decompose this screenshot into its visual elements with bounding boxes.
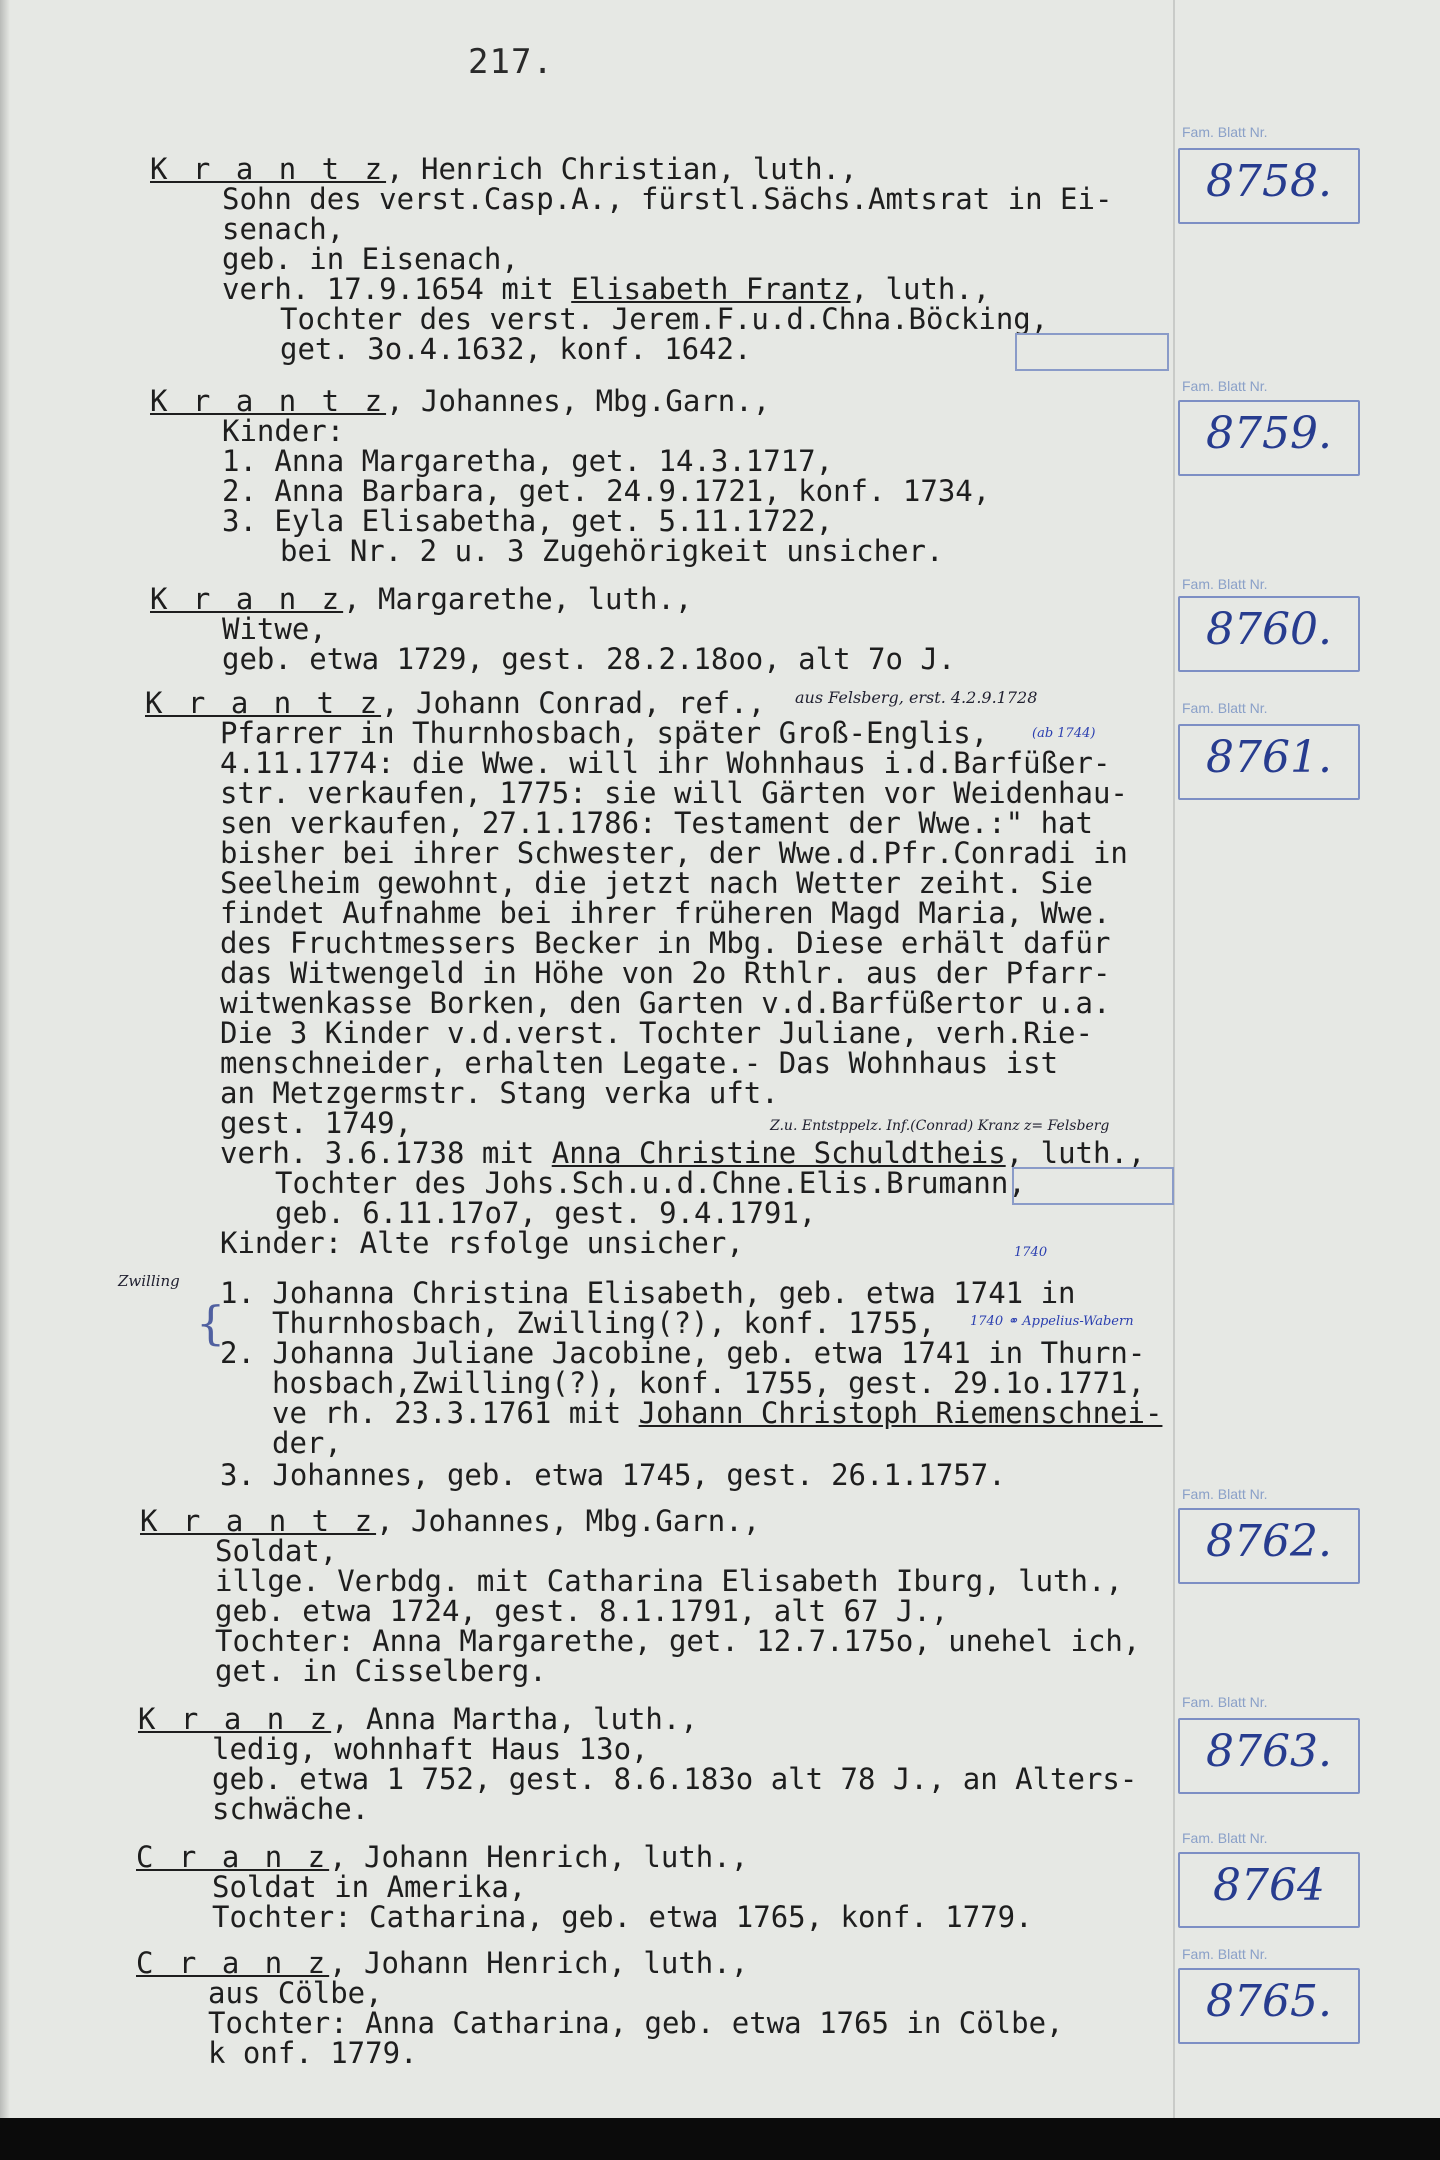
handwritten-note: 1740 ⚭ Appelius-Wabern (970, 1314, 1134, 1329)
entry-line: schwäche. (212, 1792, 370, 1826)
entry-line: geb. in Eisenach, (222, 242, 519, 276)
entry-line: geb. etwa 1 752, gest. 8.6.183o alt 78 J., an Alters- (212, 1762, 1138, 1796)
entry-line: geb. etwa 1729, gest. 28.2.18oo, alt 7o J. (222, 642, 956, 676)
bracket-mark: { (196, 1296, 226, 1350)
entry-line: verh. 3.6.1738 mit (220, 1136, 552, 1170)
entry-line: get. 3o.4.1632, konf. 1642. (280, 332, 752, 366)
entry-line: ve rh. 23.3.1761 mit (272, 1396, 639, 1430)
famblatt-label: Fam. Blatt Nr. (1182, 1946, 1268, 1962)
entry-surname: K r a n t z (150, 384, 387, 418)
entry-line: verh. 17.9.1654 mit (222, 272, 572, 306)
entry-line: Sohn des verst.Casp.A., fürstl.Sächs.Amtsrat in Ei- (222, 182, 1113, 216)
entry-line: das Witwengeld in Höhe von 2o Rthlr. aus der Pfarr- (220, 956, 1111, 990)
entry-line: 1. Johanna Christina Elisabeth, geb. etwa 1741 in (220, 1276, 1076, 1310)
handwritten-note: (ab 1744) (1032, 726, 1096, 741)
famblatt-number: 8765. (1206, 1976, 1332, 2027)
entry-heading: , Johann Henrich, luth., (329, 1840, 749, 1874)
entry-line: geb. etwa 1724, gest. 8.1.1791, alt 67 J., (215, 1594, 949, 1628)
famblatt-number: 8764 (1213, 1860, 1325, 1911)
handwritten-note: Zwilling (118, 1272, 180, 1290)
entry-line: Witwe, (222, 612, 327, 646)
famblatt-box (1178, 1968, 1360, 2044)
famblatt-label: Fam. Blatt Nr. (1182, 576, 1268, 592)
famblatt-number: 8758. (1206, 156, 1332, 207)
entry-heading: , Johannes, Mbg.Garn., (386, 384, 771, 418)
famblatt-label: Fam. Blatt Nr. (1182, 378, 1268, 394)
entry-surname: C r a n z (136, 1946, 330, 1980)
famblatt-number: 8763. (1206, 1726, 1332, 1777)
entry-line: 3. Eyla Elisabetha, get. 5.11.1722, (222, 504, 834, 538)
famblatt-box (1178, 724, 1360, 800)
entry-heading: , Anna Martha, luth., (331, 1702, 698, 1736)
famblatt-number: 8762. (1206, 1516, 1332, 1567)
famblatt-label: Fam. Blatt Nr. (1182, 124, 1268, 140)
entry-line: get. in Cisselberg. (215, 1654, 547, 1688)
entry-line: der, (272, 1426, 342, 1460)
entry-line: hosbach,Zwilling(?), konf. 1755, gest. 29.1o.1771, (272, 1366, 1145, 1400)
page-edge-shadow (0, 0, 10, 2118)
famblatt-label: Fam. Blatt Nr. (1182, 1830, 1268, 1846)
entry-line: ledig, wohnhaft Haus 13o, (212, 1732, 649, 1766)
entry-line: gest. 1749, (220, 1106, 413, 1140)
entry-surname: K r a n t z (145, 686, 382, 720)
famblatt-label: Fam. Blatt Nr. (1182, 700, 1268, 716)
famblatt-number: 8761. (1206, 732, 1332, 783)
reference-box (1012, 1167, 1174, 1205)
entry-line: 3. Johannes, geb. etwa 1745, gest. 26.1.1757. (220, 1458, 1006, 1492)
entry-line: 4.11.1774: die Wwe. will ihr Wohnhaus i.d.Barfüßer- (220, 746, 1111, 780)
famblatt-box (1178, 1508, 1360, 1584)
famblatt-label: Fam. Blatt Nr. (1182, 1694, 1268, 1710)
entry-line: Kinder: Alte rsfolge unsicher, (220, 1226, 744, 1260)
spouse-name: Elisabeth Frantz (571, 272, 851, 306)
page-number: 217. (468, 42, 554, 82)
famblatt-box (1178, 148, 1360, 224)
handwritten-note: aus Felsberg, erst. 4.2.9.1728 (795, 688, 1038, 707)
entry-heading: , Johannes, Mbg.Garn., (376, 1504, 761, 1538)
entry-line: menschneider, erhalten Legate.- Das Wohnhaus ist (220, 1046, 1059, 1080)
entry-line: witwenkasse Borken, den Garten v.d.Barfüßertor u.a. (220, 986, 1111, 1020)
entry-surname: C r a n z (136, 1840, 330, 1874)
famblatt-box (1178, 596, 1360, 672)
entry-line: Thurnhosbach, Zwilling(?), konf. 1755, (272, 1306, 936, 1340)
entry-line: bei Nr. 2 u. 3 Zugehörigkeit unsicher. (280, 534, 944, 568)
spouse-name: Johann Christoph Riemenschnei- (638, 1396, 1163, 1430)
entry-line: Tochter des Johs.Sch.u.d.Chne.Elis.Brumann, (275, 1166, 1026, 1200)
entry-line: Die 3 Kinder v.d.verst. Tochter Juliane, verh.Rie- (220, 1016, 1093, 1050)
entry-heading: , Henrich Christian, luth., (386, 152, 858, 186)
entry-line: Pfarrer in Thurnhosbach, später Groß-Englis, (220, 716, 989, 750)
entry-surname: K r a n t z (140, 1504, 377, 1538)
entry-line: , luth., (850, 272, 991, 306)
entry-heading: , Johann Conrad, ref., (381, 686, 766, 720)
handwritten-note: Z.u. Entstppelz. Inf.(Conrad) Kranz z= Felsberg (770, 1118, 1110, 1134)
entry-line: Seelheim gewohnt, die jetzt nach Wetter zeiht. Sie (220, 866, 1093, 900)
famblatt-number: 8759. (1206, 408, 1332, 459)
famblatt-box (1178, 1852, 1360, 1928)
entry-line: aus Cölbe, (208, 1976, 383, 2010)
entry-line: des Fruchtmessers Becker in Mbg. Diese erhält dafür (220, 926, 1111, 960)
entry-surname: K r a n z (138, 1702, 332, 1736)
entry-surname: K r a n z (150, 582, 344, 616)
famblatt-label: Fam. Blatt Nr. (1182, 1486, 1268, 1502)
entry-line: senach, (222, 212, 345, 246)
entry-line: findet Aufnahme bei ihrer früheren Magd Maria, Wwe. (220, 896, 1111, 930)
entry-line: Soldat, (215, 1534, 338, 1568)
famblatt-box (1178, 1718, 1360, 1794)
entry-line: sen verkaufen, 27.1.1786: Testament der Wwe.:" hat (220, 806, 1093, 840)
entry-surname: K r a n t z (150, 152, 387, 186)
entry-line: illge. Verbdg. mit Catharina Elisabeth Iburg, luth., (215, 1564, 1123, 1598)
spouse-name: Anna Christine Schuldtheis (551, 1136, 1006, 1170)
entry-line: Kinder: (222, 414, 345, 448)
reference-box (1015, 333, 1169, 371)
entry-line: Tochter des verst. Jerem.F.u.d.Chna.Böcking, (280, 302, 1049, 336)
entry-line: geb. 6.11.17o7, gest. 9.4.1791, (275, 1196, 817, 1230)
entry-line: k onf. 1779. (208, 2036, 418, 2070)
entry-line: an Metzgermstr. Stang verka uft. (220, 1076, 779, 1110)
entry-line: str. verkaufen, 1775: sie will Gärten vor Weidenhau- (220, 776, 1128, 810)
famblatt-number: 8760. (1206, 604, 1332, 655)
entry-line: Soldat in Amerika, (212, 1870, 527, 1904)
entry-line: Tochter: Anna Margarethe, get. 12.7.175o, unehel ich, (215, 1624, 1141, 1658)
entry-line: Tochter: Catharina, geb. etwa 1765, konf. 1779. (212, 1900, 1033, 1934)
entry-heading: , Johann Henrich, luth., (329, 1946, 749, 1980)
margin-rule (1173, 0, 1175, 2118)
entry-heading: , Margarethe, luth., (343, 582, 693, 616)
entry-line: 2. Johanna Juliane Jacobine, geb. etwa 1741 in Thurn- (220, 1336, 1146, 1370)
handwritten-note: 1740 (1014, 1245, 1048, 1260)
entry-line: , luth., (1005, 1136, 1146, 1170)
entry-line: 2. Anna Barbara, get. 24.9.1721, konf. 1734, (222, 474, 991, 508)
famblatt-box (1178, 400, 1360, 476)
entry-line: bisher bei ihrer Schwester, der Wwe.d.Pfr.Conradi in (220, 836, 1128, 870)
entry-line: Tochter: Anna Catharina, geb. etwa 1765 in Cölbe, (208, 2006, 1064, 2040)
entry-line: 1. Anna Margaretha, get. 14.3.1717, (222, 444, 834, 478)
